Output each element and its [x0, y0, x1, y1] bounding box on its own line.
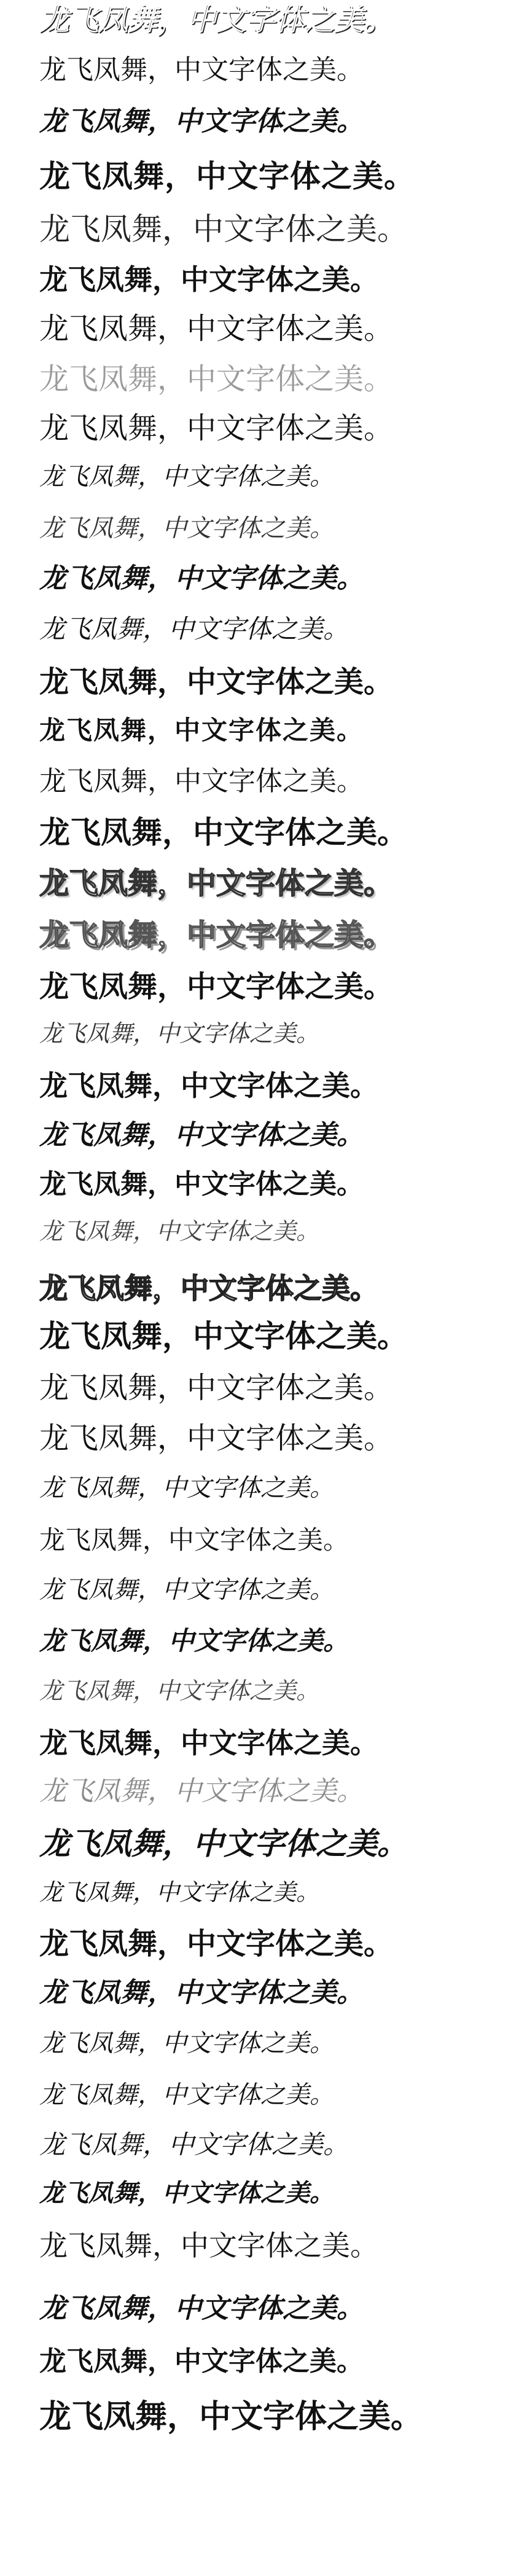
font-sample-39: 龙飞凤舞，中文字体之美。 — [39, 1927, 394, 1961]
font-sample-21: 龙飞凤舞，中文字体之美。 — [39, 1021, 320, 1047]
font-sample-11: 龙飞凤舞，中文字体之美。 — [39, 514, 334, 542]
font-sample-16: 龙飞凤舞，中文字体之美。 — [39, 765, 364, 797]
font-sample-36: 龙飞凤舞，中文字体之美。 — [39, 1776, 364, 1806]
font-sample-25: 龙飞凤舞，中文字体之美。 — [39, 1219, 320, 1245]
font-sample-20: 龙飞凤舞，中文字体之美。 — [39, 969, 394, 1004]
font-sample-5: 龙飞凤舞，中文字体之美。 — [39, 212, 408, 246]
font-sample-8: 龙飞凤舞，中文字体之美。 — [39, 363, 394, 396]
font-sample-45: 龙飞凤舞，中文字体之美。 — [39, 2230, 378, 2261]
font-sample-42: 龙飞凤舞，中文字体之美。 — [39, 2081, 334, 2108]
font-sample-44: 龙飞凤舞，中文字体之美。 — [39, 2179, 334, 2207]
font-sample-43: 龙飞凤舞，中文字体之美。 — [39, 2129, 349, 2159]
font-sample-35: 龙飞凤舞，中文字体之美。 — [39, 1726, 378, 1760]
font-sample-2: 龙飞凤舞，中文字体之美。 — [39, 54, 364, 85]
font-sample-15: 龙飞凤舞，中文字体之美。 — [39, 715, 364, 745]
font-sample-7: 龙飞凤舞，中文字体之美。 — [39, 313, 394, 345]
font-sample-32: 龙飞凤舞，中文字体之美。 — [39, 1576, 334, 1603]
font-sample-26: 龙飞凤舞，中文字体之美。 — [39, 1272, 378, 1305]
font-sample-38: 龙飞凤舞，中文字体之美。 — [39, 1880, 320, 1906]
font-sample-41: 龙飞凤舞，中文字体之美。 — [39, 2029, 334, 2057]
font-sample-19: 龙飞凤舞，中文字体之美。 — [39, 918, 394, 952]
font-sample-6: 龙飞凤舞，中文字体之美。 — [39, 263, 378, 296]
font-sample-24: 龙飞凤舞，中文字体之美。 — [39, 1169, 364, 1200]
font-sample-3: 龙飞凤舞，中文字体之美。 — [39, 106, 364, 137]
font-sample-30: 龙飞凤舞，中文字体之美。 — [39, 1474, 334, 1501]
font-sample-18: 龙飞凤舞，中文字体之美。 — [39, 866, 394, 901]
font-sample-12: 龙飞凤舞，中文字体之美。 — [39, 563, 364, 594]
font-sample-34: 龙飞凤舞，中文字体之美。 — [39, 1678, 320, 1704]
font-sample-9: 龙飞凤舞，中文字体之美。 — [39, 412, 394, 445]
font-sample-47: 龙飞凤舞，中文字体之美。 — [39, 2346, 364, 2377]
font-sample-27: 龙飞凤舞，中文字体之美。 — [39, 1318, 408, 1354]
font-sample-22: 龙飞凤舞，中文字体之美。 — [39, 1069, 378, 1102]
font-sample-10: 龙飞凤舞，中文字体之美。 — [39, 463, 334, 491]
font-sample-17: 龙飞凤舞，中文字体之美。 — [39, 815, 408, 850]
font-sample-29: 龙飞凤舞，中文字体之美。 — [39, 1422, 394, 1455]
font-sample-40: 龙飞凤舞，中文字体之美。 — [39, 1978, 364, 2008]
font-sample-1: 龙飞凤舞，中文字体之美。 — [39, 2, 394, 37]
font-sample-14: 龙飞凤舞，中文字体之美。 — [39, 665, 394, 699]
font-sample-31: 龙飞凤舞，中文字体之美。 — [39, 1525, 349, 1555]
font-sample-28: 龙飞凤舞，中文字体之美。 — [39, 1372, 394, 1404]
font-sample-4: 龙飞凤舞，中文字体之美。 — [39, 159, 415, 194]
font-sample-46: 龙飞凤舞，中文字体之美。 — [39, 2293, 364, 2324]
font-sample-48: 龙飞凤舞，中文字体之美。 — [39, 2398, 423, 2435]
font-sample-13: 龙飞凤舞，中文字体之美。 — [39, 616, 349, 644]
font-sample-37: 龙飞凤舞，中文字体之美。 — [39, 1826, 408, 1862]
font-sample-23: 龙飞凤舞，中文字体之美。 — [39, 1119, 364, 1151]
font-sample-33: 龙飞凤舞，中文字体之美。 — [39, 1626, 349, 1656]
